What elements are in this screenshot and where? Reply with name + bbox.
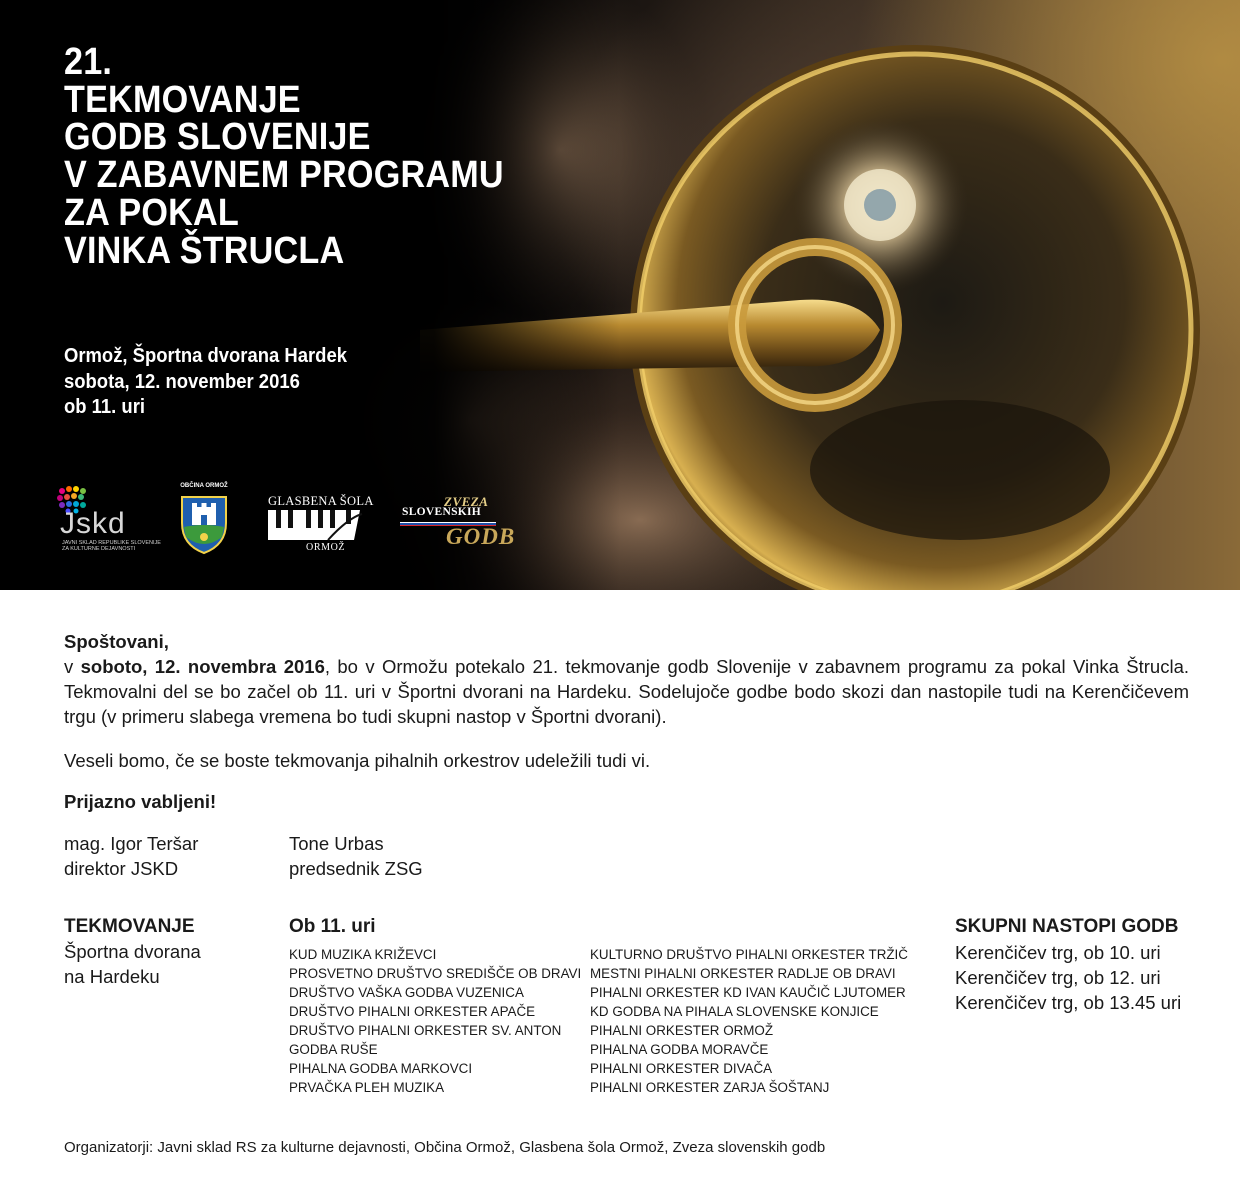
- list-item: PRVAČKA PLEH MUZIKA: [289, 1080, 445, 1095]
- time-heading: Ob 11. uri: [289, 916, 376, 937]
- list-item: PIHALNA GODBA MARKOVCI: [289, 1061, 473, 1076]
- obcina-label: OBČINA ORMOŽ: [180, 483, 228, 489]
- list-item: KUD MUZIKA KRIŽEVCI: [289, 947, 437, 962]
- signature-name: Tone Urbas: [289, 833, 384, 854]
- venue-line: Športna dvorana: [64, 941, 201, 962]
- signature-role: direktor JSKD: [64, 858, 179, 879]
- signature-name: mag. Igor Teršar: [64, 833, 199, 854]
- list-item: PIHALNI ORKESTER ORMOŽ: [590, 1023, 774, 1038]
- greeting: Spoštovani,: [64, 631, 169, 652]
- list-item: GODBA RUŠE: [289, 1042, 378, 1057]
- letter-paragraph: [64, 629, 1189, 729]
- jskd-logo: [56, 485, 161, 565]
- competition-venue: [64, 939, 201, 989]
- invitation-letter: [64, 629, 1189, 729]
- title-line: ZA POKAL: [64, 191, 239, 234]
- list-item: PIHALNI ORKESTER KD IVAN KAUČIČ LJUTOMER: [590, 985, 906, 1000]
- title-line: 21.: [64, 41, 113, 83]
- glasbena-sola-logo: [266, 494, 374, 560]
- zveza-line1: ZVEZA: [444, 494, 489, 509]
- text: , bo v Ormožu potekalo 21. tekmovanje godb Slovenije v zabavnem programu za pokal Vinka Štrucla. Tekmovalni del se bo začel ob 11. uri v Športni dvorani na Hardeku. Sodelujoče godbe bodo skozi dan nastopile tudi na Kerenčičevem trgu (v primeru slabega vremena bo tudi skupni nastop v Športni dvorani).: [64, 656, 1189, 727]
- zveza-line2: SLOVENSKIH: [402, 506, 482, 518]
- signature-zsg: [289, 831, 423, 881]
- event-time: ob 11. uri: [64, 395, 145, 418]
- glasbena-town: ORMOŽ: [306, 542, 346, 553]
- title-line: GODB SLOVENIJE: [64, 116, 371, 159]
- list-item: DRUŠTVO PIHALNI ORKESTER SV. ANTON: [289, 1023, 562, 1038]
- signature-jskd: [64, 831, 198, 881]
- list-item: DRUŠTVO VAŠKA GODBA VUZENICA: [289, 985, 524, 1000]
- zveza-line3: GODB: [446, 524, 516, 549]
- organizers-footer: Organizatorji: Javni sklad RS za kulturne dejavnosti, Občina Ormož, Glasbena šola Ormož, Zveza slovenskih godb: [64, 1139, 826, 1156]
- list-item: MESTNI PIHALNI ORKESTER RADLJE OB DRAVI: [590, 966, 896, 981]
- joint-performances-times: [955, 940, 1181, 1015]
- competition-heading: TEKMOVANJE: [64, 916, 195, 937]
- obcina-ormoz-crest: [176, 483, 232, 555]
- list-item: PROSVETNO DRUŠTVO SREDIŠČE OB DRAVI: [289, 966, 582, 981]
- event-place-date: [64, 343, 347, 420]
- jskd-wordmark: Jskd: [60, 507, 126, 540]
- list-item: PIHALNA GODBA MORAVČE: [590, 1042, 769, 1057]
- band-list-2: [590, 945, 908, 1097]
- hero-banner: [0, 0, 1240, 590]
- closing: Prijazno vabljeni!: [64, 791, 217, 812]
- title-line: TEKMOVANJE: [64, 78, 301, 121]
- band-list-1: [289, 945, 581, 1097]
- event-title: [64, 41, 504, 272]
- list-item: DRUŠTVO PIHALNI ORKESTER APAČE: [289, 1004, 536, 1019]
- title-line: V ZABAVNEM PROGRAMU: [64, 154, 504, 197]
- letter-paragraph-2: Veseli bomo, če se boste tekmovanja pihalnih orkestrov udeležili tudi vi.: [64, 750, 651, 771]
- title-line: VINKA ŠTRUCLA: [64, 229, 345, 272]
- joint-performances-heading: SKUPNI NASTOPI GODB: [955, 916, 1179, 937]
- event-date: sobota, 12. november 2016: [64, 369, 300, 393]
- venue-line: na Hardeku: [64, 966, 160, 987]
- shield-icon: [178, 493, 234, 555]
- list-item: PIHALNI ORKESTER DIVAČA: [590, 1061, 773, 1076]
- list-item: KULTURNO DRUŠTVO PIHALNI ORKESTER TRŽIČ: [590, 947, 908, 962]
- glasbena-title: GLASBENA ŠOLA: [268, 494, 374, 508]
- event-location: Ormož, Športna dvorana Hardek: [64, 344, 347, 367]
- performance-time: Kerenčičev trg, ob 12. uri: [955, 967, 1161, 988]
- jskd-subtitle: JAVNI SKLAD REPUBLIKE SLOVENIJE ZA KULTURNE DEJAVNOSTI: [62, 540, 161, 552]
- text: v: [64, 656, 81, 677]
- piano-keys-icon: [268, 508, 364, 542]
- list-item: PIHALNI ORKESTER ZARJA ŠOŠTANJ: [590, 1080, 830, 1095]
- performance-time: Kerenčičev trg, ob 13.45 uri: [955, 992, 1182, 1013]
- event-date-bold: soboto, 12. novembra 2016: [80, 656, 325, 677]
- zveza-slovenskih-godb-logo: [398, 494, 530, 556]
- signature-role: predsednik ZSG: [289, 858, 423, 879]
- list-item: KD GODBA NA PIHALA SLOVENSKE KONJICE: [590, 1004, 879, 1019]
- performance-time: Kerenčičev trg, ob 10. uri: [955, 942, 1161, 963]
